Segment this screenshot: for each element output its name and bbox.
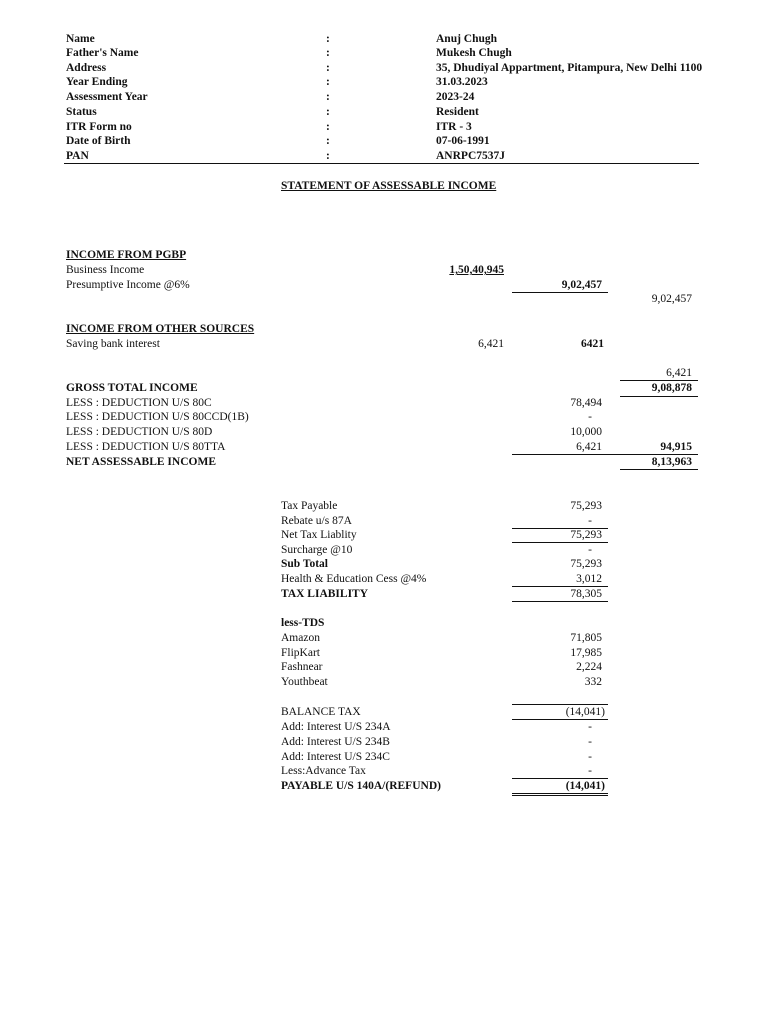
value-assessment-year: 2023-24 [436, 91, 475, 103]
value-fathers-name: Mukesh Chugh [436, 47, 512, 59]
pgbp-heading: INCOME FROM PGBP [66, 249, 187, 261]
rebate-label: Rebate u/s 87A [281, 515, 352, 527]
net-assessable-label: NET ASSESSABLE INCOME [66, 456, 216, 468]
deduction-80d-value: 10,000 [570, 426, 602, 438]
tax-payable-value: 75,293 [570, 500, 602, 512]
net-tax-value: 75,293 [570, 529, 602, 541]
separator: : [326, 33, 330, 45]
tax-liability-value: 78,305 [570, 588, 602, 600]
rebate-value: - [588, 515, 592, 527]
balance-tax-label: BALANCE TAX [281, 706, 361, 718]
tds-amazon-label: Amazon [281, 632, 320, 644]
cess-value: 3,012 [576, 573, 602, 585]
business-income-label: Business Income [66, 264, 145, 276]
gross-total-label: GROSS TOTAL INCOME [66, 382, 198, 394]
value-pan: ANRPC7537J [436, 150, 505, 162]
separator: : [326, 47, 330, 59]
tax-payable-label: Tax Payable [281, 500, 338, 512]
advance-tax-label: Less:Advance Tax [281, 765, 366, 777]
value-status: Resident [436, 106, 479, 118]
value-year-ending: 31.03.2023 [436, 76, 488, 88]
tds-heading: less-TDS [281, 617, 325, 629]
label-fathers-name: Father's Name [66, 47, 139, 59]
net-assessable-value: 8,13,963 [651, 456, 692, 468]
subtotal-label: Sub Total [281, 558, 328, 570]
deduction-80c-value: 78,494 [570, 397, 602, 409]
gross-total-underline [620, 396, 698, 397]
presumptive-income-label: Presumptive Income @6% [66, 279, 190, 291]
label-pan: PAN [66, 150, 89, 162]
tds-fashnear-label: Fashnear [281, 661, 323, 673]
interest-234a-value: - [588, 721, 592, 733]
advance-tax-value: - [588, 765, 592, 777]
tds-youthbeat-value: 332 [584, 676, 602, 688]
cess-label: Health & Education Cess @4% [281, 573, 427, 585]
header-divider [64, 163, 699, 164]
balance-tax-value: (14,041) [565, 706, 605, 718]
interest-234b-value: - [588, 736, 592, 748]
label-year-ending: Year Ending [66, 76, 128, 88]
tds-youthbeat-label: Youthbeat [281, 676, 328, 688]
separator: : [326, 121, 330, 133]
surcharge-value: - [588, 544, 592, 556]
value-itr-form: ITR - 3 [436, 121, 472, 133]
statement-title: STATEMENT OF ASSESSABLE INCOME [281, 180, 497, 192]
pgbp-total: 9,02,457 [651, 293, 692, 305]
separator: : [326, 106, 330, 118]
tds-flipkart-label: FlipKart [281, 647, 320, 659]
deduction-80ccd-value: - [588, 411, 592, 423]
interest-234c-value: - [588, 751, 592, 763]
net-tax-label: Net Tax Liablity [281, 529, 357, 541]
separator: : [326, 62, 330, 74]
net-assessable-underline [620, 469, 698, 470]
separator: : [326, 135, 330, 147]
tax-liability-label: TAX LIABILITY [281, 588, 369, 600]
payable-refund-value: (14,041) [565, 780, 605, 792]
payable-refund-label: PAYABLE U/S 140A/(REFUND) [281, 780, 441, 792]
value-name: Anuj Chugh [436, 33, 498, 45]
label-address: Address [66, 62, 107, 74]
deductions-total: 94,915 [660, 441, 692, 453]
tds-amazon-value: 71,805 [570, 632, 602, 644]
deduction-80d-label: LESS : DEDUCTION U/S 80D [66, 426, 213, 438]
surcharge-label: Surcharge @10 [281, 544, 353, 556]
value-address: 35, Dhudiyal Appartment, Pitampura, New Delhi 1100 [436, 62, 703, 74]
interest-234a-label: Add: Interest U/S 234A [281, 721, 391, 733]
label-date-of-birth: Date of Birth [66, 135, 131, 147]
separator: : [326, 76, 330, 88]
business-income-value: 1,50,40,945 [449, 264, 504, 276]
saving-interest-subtotal: 6421 [581, 338, 604, 350]
label-assessment-year: Assessment Year [66, 91, 148, 103]
label-status: Status [66, 106, 97, 118]
value-date-of-birth: 07-06-1991 [436, 135, 490, 147]
other-sources-total: 6,421 [666, 367, 692, 379]
subtotal-value: 75,293 [570, 558, 602, 570]
deduction-80c-label: LESS : DEDUCTION U/S 80C [66, 397, 212, 409]
tds-fashnear-value: 2,224 [576, 661, 602, 673]
tds-flipkart-value: 17,985 [570, 647, 602, 659]
deduction-80tta-value: 6,421 [576, 441, 602, 453]
gross-total-value: 9,08,878 [651, 382, 692, 394]
payable-double-underline [512, 793, 608, 796]
interest-234c-label: Add: Interest U/S 234C [281, 751, 390, 763]
deduction-80ccd-label: LESS : DEDUCTION U/S 80CCD(1B) [66, 411, 249, 423]
separator: : [326, 91, 330, 103]
saving-interest-label: Saving bank interest [66, 338, 160, 350]
label-name: Name [66, 33, 95, 45]
saving-interest-value: 6,421 [478, 338, 504, 350]
tax-liability-underline [512, 601, 608, 602]
separator: : [326, 150, 330, 162]
deduction-80tta-label: LESS : DEDUCTION U/S 80TTA [66, 441, 226, 453]
other-sources-heading: INCOME FROM OTHER SOURCES [66, 323, 255, 335]
label-itr-form: ITR Form no [66, 121, 132, 133]
presumptive-income-value: 9,02,457 [561, 279, 602, 291]
interest-234b-label: Add: Interest U/S 234B [281, 736, 390, 748]
